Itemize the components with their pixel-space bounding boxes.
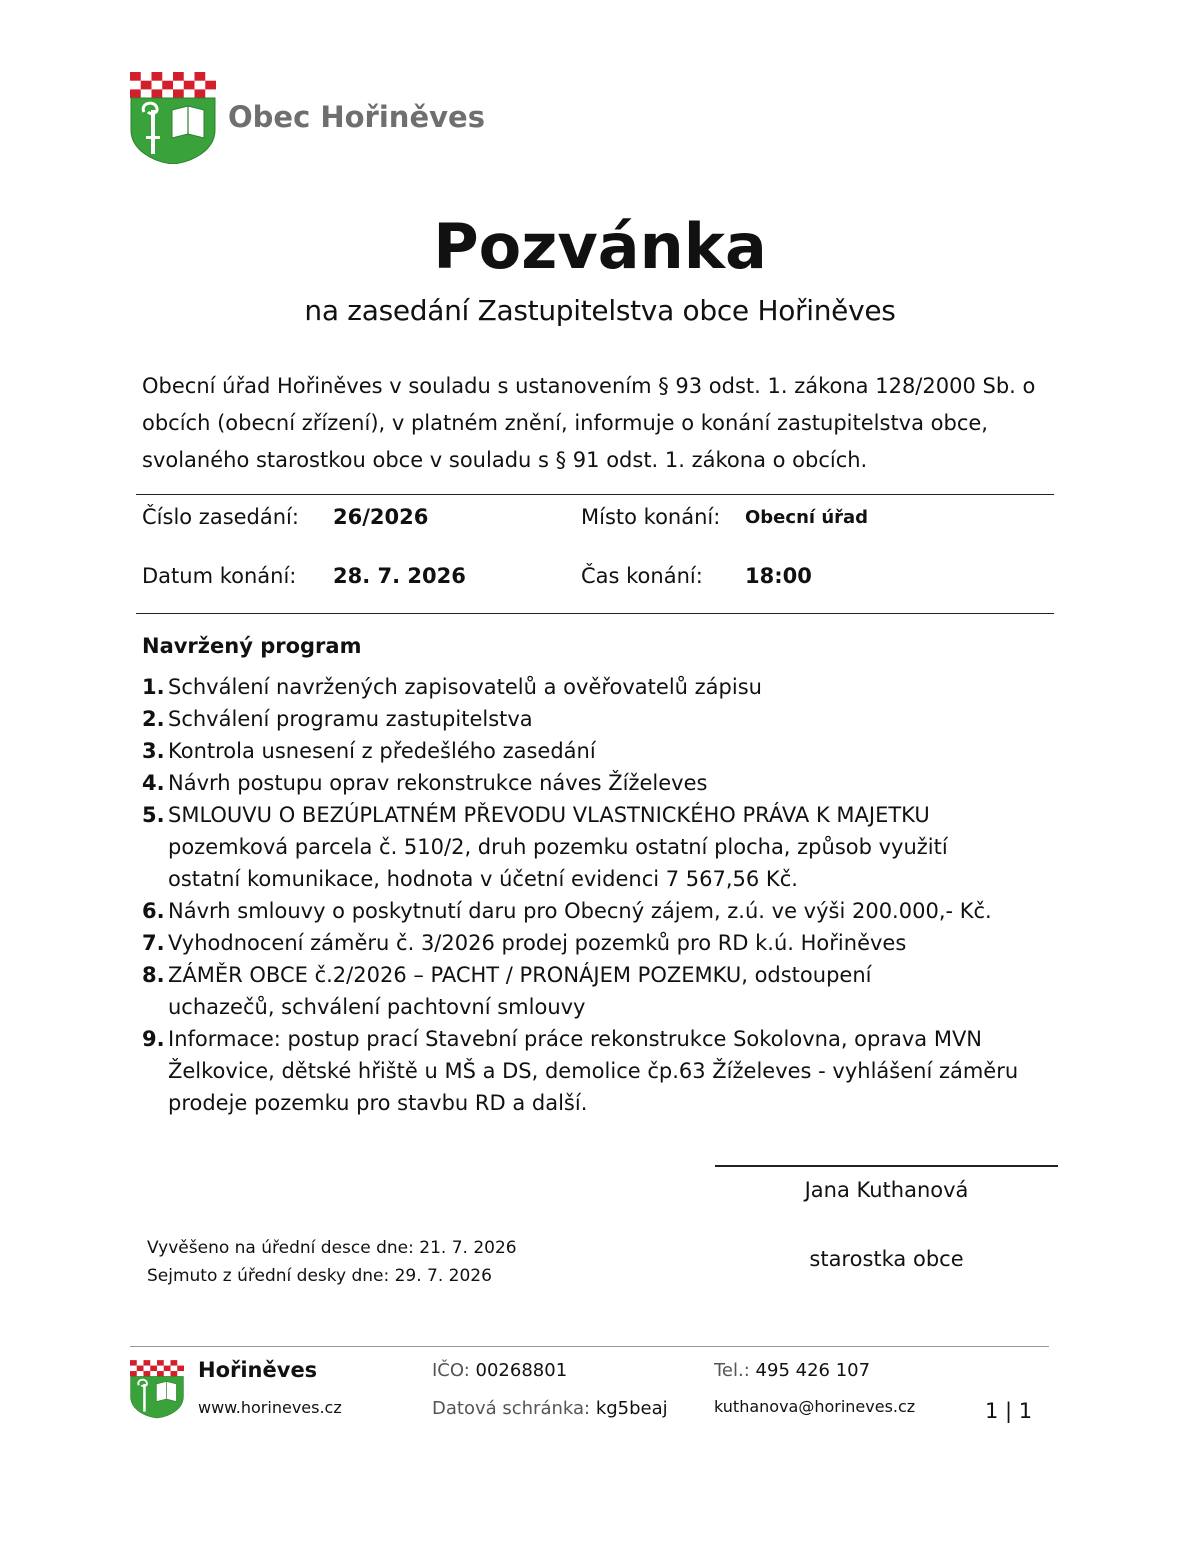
program-list	[142, 671, 1042, 1119]
phone-value: 495 426 107	[755, 1360, 871, 1381]
signatory-name: Jana Kuthanová	[804, 1178, 969, 1202]
divider-top	[136, 494, 1054, 495]
program-item: 6. Návrh smlouvy o poskytnutí daru pro Obecný zájem, z.ú. ve výši 200.000,- Kč.	[142, 899, 992, 923]
footer-phone	[714, 1360, 870, 1381]
program-heading: Navržený program	[142, 634, 362, 658]
meeting-time-value: 18:00	[745, 564, 812, 588]
removed-date: Sejmuto z úřední desky dne: 29. 7. 2026	[147, 1266, 492, 1286]
page-subtitle: na zasedání Zastupitelstva obce Hořiněves	[304, 294, 896, 327]
page-number: 1 | 1	[985, 1399, 1033, 1423]
page-title: Pozvánka	[433, 210, 767, 283]
org-name: Obec Hořiněves	[228, 100, 485, 134]
meeting-date-value: 28. 7. 2026	[333, 564, 466, 588]
meeting-place-value: Obecní úřad	[745, 507, 869, 528]
data-box-label: Datová schránka:	[432, 1398, 591, 1419]
footer-divider	[130, 1346, 1049, 1347]
program-item: 3. Kontrola usnesení z předešlého zasedání	[142, 739, 596, 763]
footer-ico	[432, 1360, 567, 1381]
footer-website-link[interactable]: www.horineves.cz	[198, 1398, 342, 1417]
phone-label: Tel.:	[714, 1360, 750, 1381]
meeting-place-label: Místo konání:	[581, 505, 721, 529]
posting-dates	[147, 1234, 517, 1290]
program-item: 8. ZÁMĚR OBCE č.2/2026 – PACHT / PRONÁJEM POZEMKU, odstoupení uchazečů, schválení pachtovní smlouvy	[142, 963, 872, 1019]
program-item: 4. Návrh postupu oprav rekonstrukce náves Žíželeves	[142, 771, 708, 795]
footer-data-box	[432, 1398, 668, 1419]
signature-line	[715, 1165, 1058, 1167]
intro-paragraph: Obecní úřad Hořiněves v souladu s ustanovením § 93 odst. 1. zákona 128/2000 Sb. o obcích (obecní zřízení), v platném znění, informuje o konání zastupitelstva obce, svolaného starostkou obce v souladu s § 91 odst. 1. zákona o obcích.	[142, 374, 1036, 472]
footer-org-name: Hořiněves	[198, 1358, 318, 1382]
ico-label: IČO:	[432, 1360, 470, 1381]
meeting-time-label: Čas konání:	[581, 564, 703, 588]
ico-value: 00268801	[475, 1360, 568, 1381]
program-item: 9. Informace: postup prací Stavební práce rekonstrukce Sokolovna, oprava MVN Želkovice, dětské hřiště u MŠ a DS, demolice čp.63 Žíželeves - vyhlášení záměru prodeje pozemku pro stavbu RD a další.	[142, 1027, 1019, 1115]
program-item: 5. SMLOUVU O BEZÚPLATNÉM PŘEVODU VLASTNICKÉHO PRÁVA K MAJETKU pozemková parcela č. 510/2, druh pozemku ostatní plocha, způsob využití ostatní komunikace, hodnota v účetní evidenci 7 567,56 Kč.	[142, 803, 948, 891]
meeting-date-label: Datum konání:	[142, 564, 297, 588]
program-item: 1. Schválení navržených zapisovatelů a ověřovatelů zápisu	[142, 675, 762, 699]
divider-bottom	[136, 613, 1054, 614]
signatory-role: starostka obce	[809, 1247, 964, 1271]
meeting-number-value: 26/2026	[333, 505, 429, 529]
data-box-value: kg5beaj	[595, 1398, 668, 1419]
program-item: 2. Schválení programu zastupitelstva	[142, 707, 533, 731]
footer-email-link[interactable]: kuthanova@horineves.cz	[714, 1397, 916, 1416]
posted-date: Vyvěšeno na úřední desce dne: 21. 7. 2026	[147, 1238, 517, 1258]
coat-of-arms-small-logo	[130, 1359, 184, 1419]
coat-of-arms-logo	[130, 72, 216, 164]
meeting-number-label: Číslo zasedání:	[142, 505, 299, 529]
program-item: 7. Vyhodnocení záměru č. 3/2026 prodej pozemků pro RD k.ú. Hořiněves	[142, 931, 907, 955]
